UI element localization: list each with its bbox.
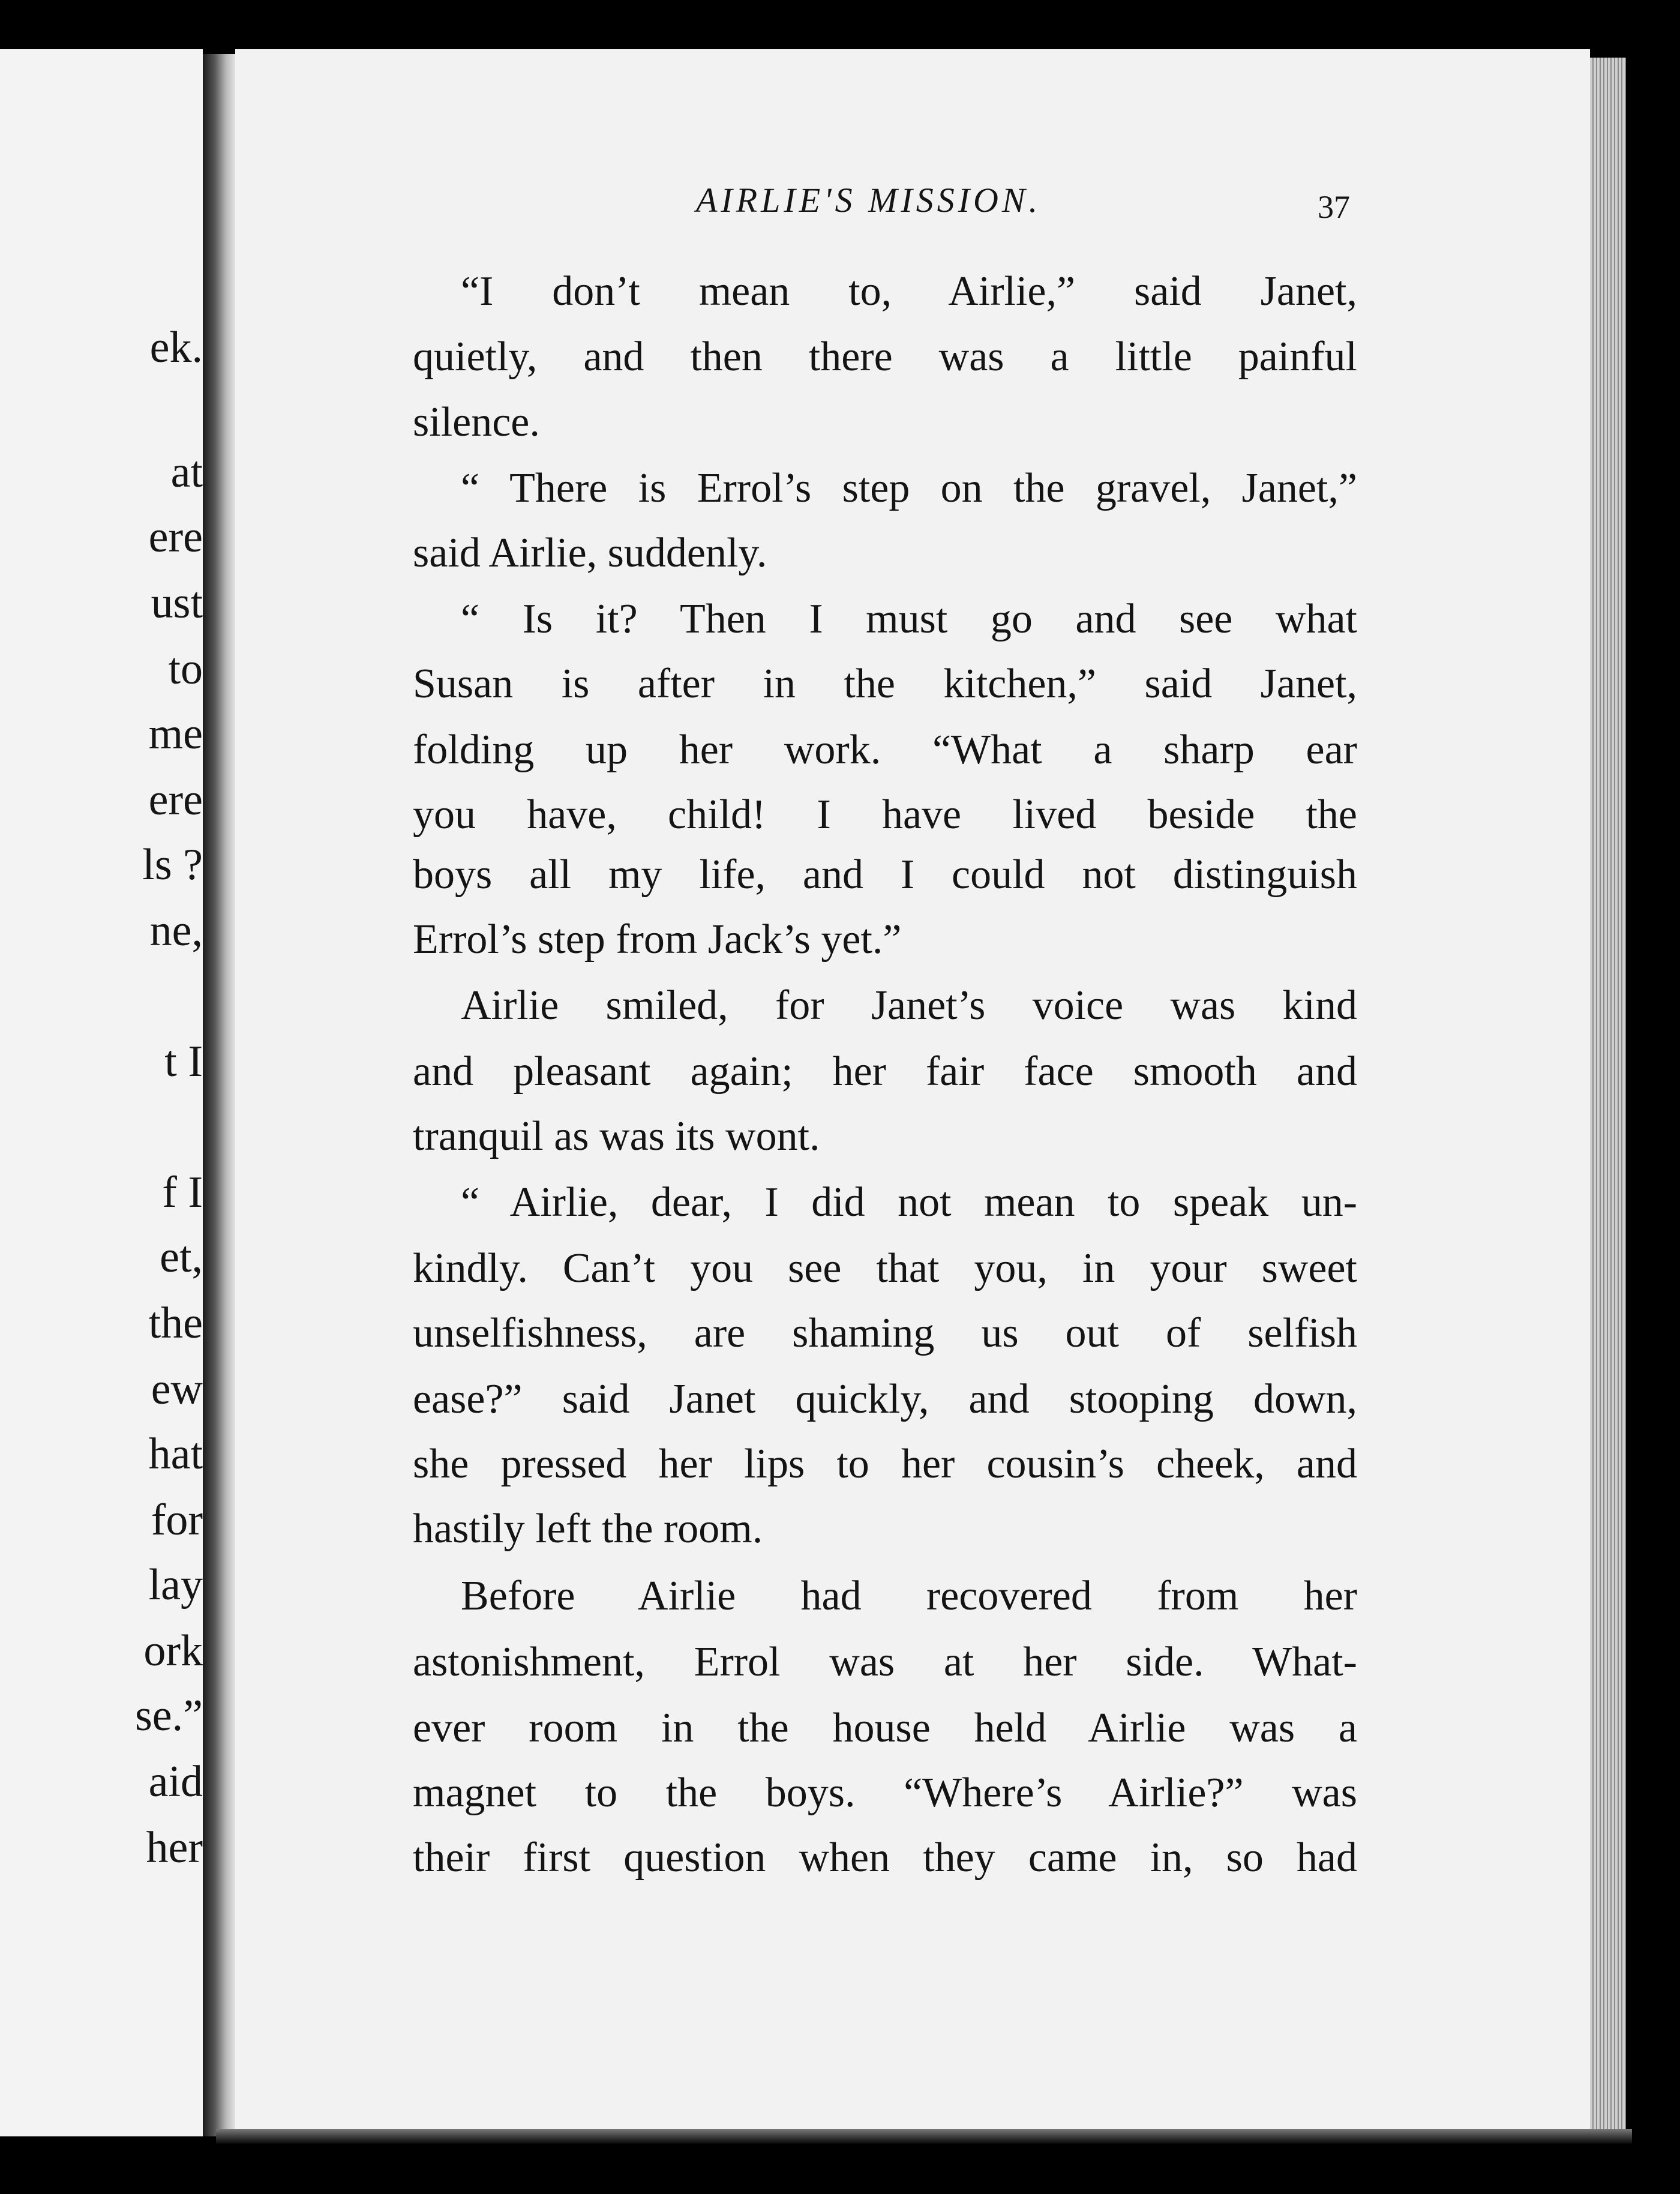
- text-line: astonishment, Errol was at her side. What-: [413, 1639, 1357, 1685]
- text-line: ever room in the house held Airlie was a: [413, 1705, 1357, 1751]
- left-page-fragment: ust: [151, 579, 203, 628]
- book-gutter: [203, 54, 236, 2136]
- left-page-fragment: lay: [148, 1560, 203, 1609]
- left-page-fragment: her: [146, 1823, 203, 1872]
- text-line: said Airlie, suddenly.: [413, 530, 767, 576]
- text-line: magnet to the boys. “Where’s Airlie?” was: [413, 1770, 1357, 1816]
- left-page-fragment: ls ?: [142, 840, 203, 889]
- left-page-fragment: for: [151, 1495, 203, 1545]
- left-facing-page: [0, 49, 203, 2136]
- page-bottom-shadow: [216, 2129, 1632, 2145]
- page-number: 37: [1318, 189, 1350, 225]
- text-line: Airlie smiled, for Janet’s voice was kind: [461, 982, 1357, 1029]
- left-page-fragment: ne,: [149, 906, 203, 955]
- text-line: “ Airlie, dear, I did not mean to speak un-: [461, 1179, 1357, 1225]
- text-line: Errol’s step from Jack’s yet.”: [413, 916, 902, 963]
- text-line: “ Is it? Then I must go and see what: [461, 596, 1357, 642]
- text-line: and pleasant again; her fair face smooth and: [413, 1048, 1357, 1095]
- left-page-fragment: aid: [148, 1757, 203, 1806]
- left-page-fragment: hat: [148, 1429, 203, 1479]
- text-line: Before Airlie had recovered from her: [461, 1573, 1357, 1619]
- text-line: tranquil as was its wont.: [413, 1113, 820, 1159]
- text-line: quietly, and then there was a little painful: [413, 334, 1357, 380]
- text-line: unselfishness, are shaming us out of selfish: [413, 1310, 1357, 1356]
- left-page-fragment: ere: [148, 512, 203, 562]
- text-line: Susan is after in the kitchen,” said Janet,: [413, 661, 1357, 707]
- text-line: kindly. Can’t you see that you, in your sweet: [413, 1245, 1357, 1291]
- left-page-fragment: at: [170, 448, 203, 497]
- text-line: silence.: [413, 399, 540, 445]
- left-page-fragment: se.”: [135, 1691, 203, 1740]
- text-line: “ There is Errol’s step on the gravel, Janet,”: [461, 465, 1357, 511]
- running-head: AIRLIE'S MISSION.: [696, 181, 1042, 220]
- left-page-fragment: to: [168, 645, 203, 694]
- text-line: hastily left the room.: [413, 1506, 763, 1552]
- left-page-fragment: t I: [164, 1037, 203, 1086]
- left-page-fragment: me: [148, 709, 203, 759]
- left-page-fragment: the: [148, 1299, 203, 1348]
- left-page-fragment: ere: [148, 775, 203, 825]
- page-edges: [1590, 58, 1626, 2140]
- left-page-fragment: f I: [162, 1168, 203, 1217]
- text-line: she pressed her lips to her cousin’s cheek, and: [413, 1441, 1357, 1487]
- text-line: “I don’t mean to, Airlie,” said Janet,: [461, 268, 1357, 314]
- text-line: you have, child! I have lived beside the: [413, 792, 1357, 838]
- left-page-fragment: et,: [160, 1233, 203, 1282]
- text-line: folding up her work. “What a sharp ear: [413, 727, 1357, 773]
- left-page-fragment: ew: [151, 1365, 203, 1414]
- text-line: their first question when they came in, so had: [413, 1835, 1357, 1881]
- left-page-fragment: ork: [143, 1626, 203, 1676]
- text-line: ease?” said Janet quickly, and stooping down,: [413, 1376, 1357, 1422]
- left-page-fragment: ek.: [149, 323, 203, 372]
- text-line: boys all my life, and I could not distinguish: [413, 852, 1357, 898]
